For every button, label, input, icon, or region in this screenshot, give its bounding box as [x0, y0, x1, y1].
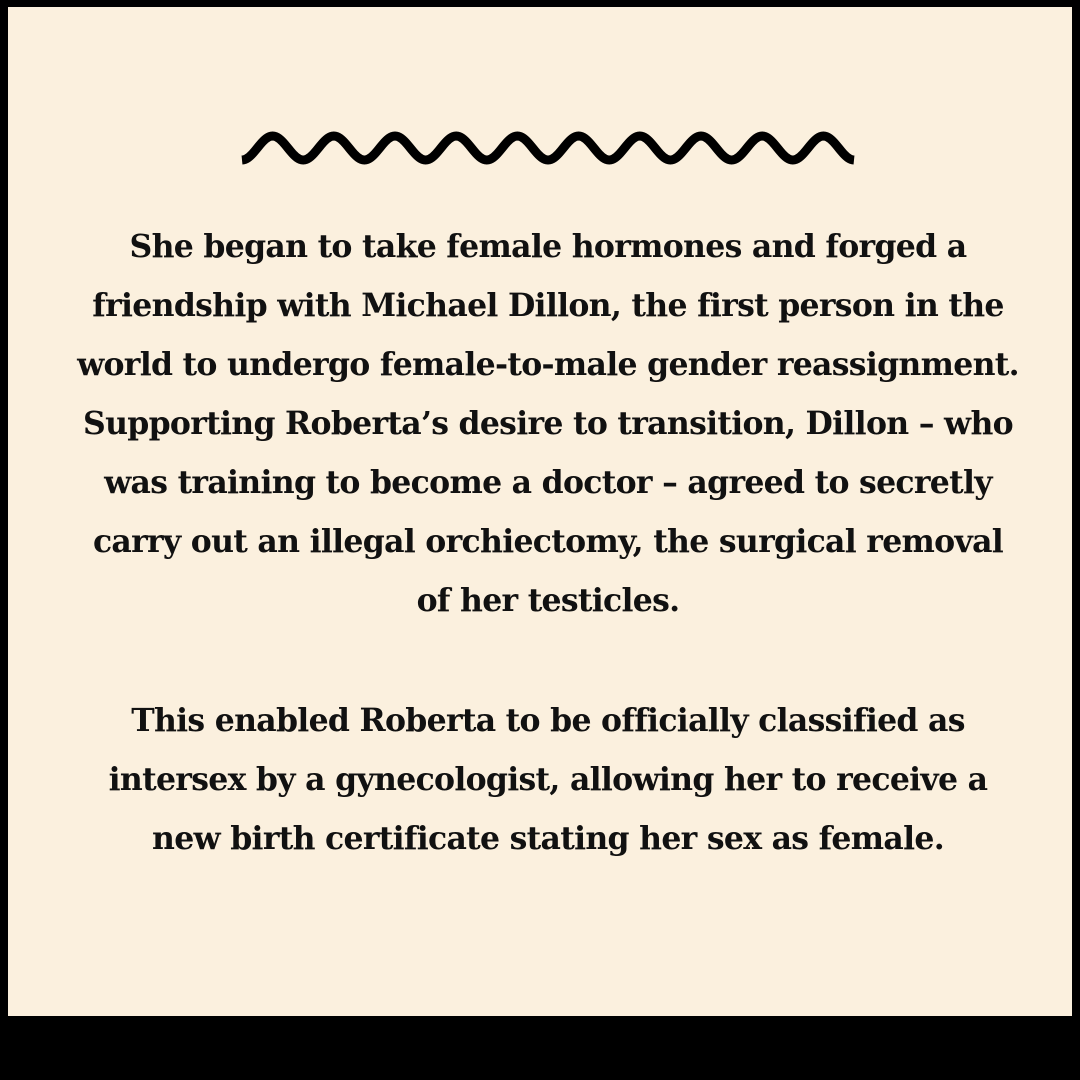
wavy-line-icon	[238, 125, 858, 171]
paragraph-2	[38, 691, 1058, 868]
paragraph-1-line-4: Supporting Roberta’s desire to transition, Dillon – who	[83, 405, 1013, 442]
paragraph-1-line-3: world to undergo female-to-male gender reassignment.	[77, 346, 1019, 383]
paragraph-2-line-3: new birth certificate stating her sex as female.	[152, 820, 944, 857]
paragraph-1-line-5: was training to become a doctor – agreed to secretly	[104, 464, 992, 501]
paragraph-1-line-7: of her testicles.	[416, 582, 680, 619]
paragraph-2-line-1: This enabled Roberta to be officially classified as	[131, 702, 965, 739]
paragraph-1-line-6: carry out an illegal orchiectomy, the surgical removal	[92, 523, 1004, 560]
content-card	[8, 7, 1072, 1016]
paragraph-2-line-2: intersex by a gynecologist, allowing her to receive a	[108, 761, 988, 798]
paragraph-1-line-1: She began to take female hormones and forged a	[129, 228, 967, 265]
paragraph-1	[38, 217, 1058, 630]
paragraph-1-line-2: friendship with Michael Dillon, the first person in the	[92, 287, 1004, 324]
